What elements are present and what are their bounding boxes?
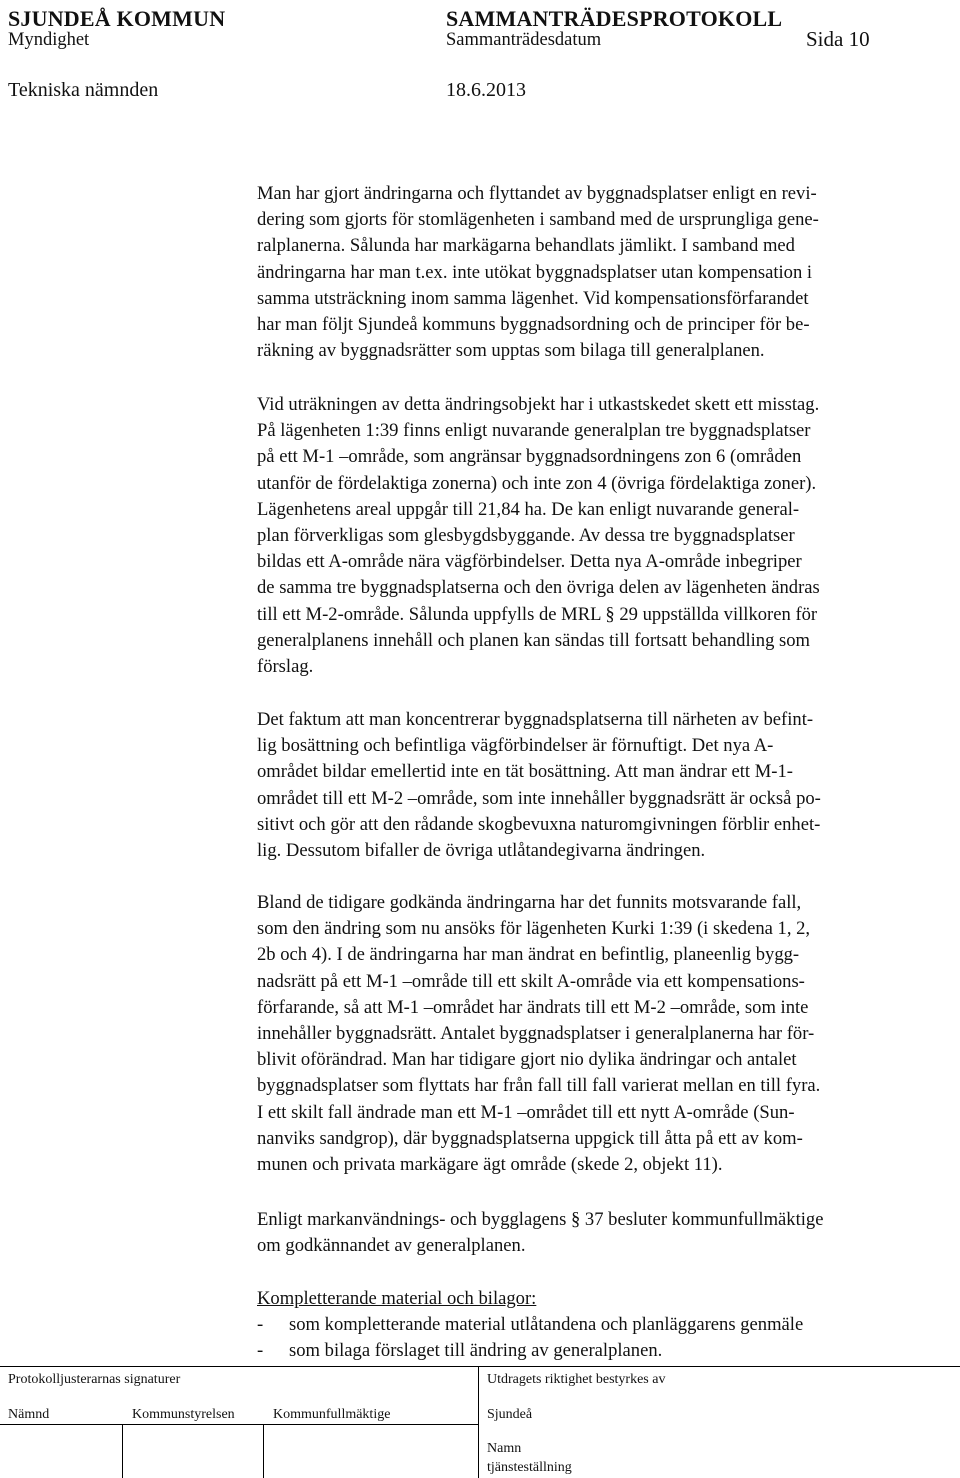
text-line: nadsrätt på ett M-1 –område till ett skilt A-område via ett kompensations- <box>257 970 805 992</box>
text-line: ralplanerna. Sålunda har markägarna behandlats jämlikt. I samband med <box>257 235 795 257</box>
footer-top-rule <box>0 1366 960 1367</box>
text-line: Vid uträkningen av detta ändringsobjekt har i utkastskedet skett ett misstag. <box>257 394 820 415</box>
text-line: munen och privata markägare ägt område (skede 2, objekt 11). <box>257 1154 723 1176</box>
text-line: på ett M-1 –område, som angränsar byggnadsordningens zon 6 (områden <box>257 446 802 468</box>
document-type: SAMMANTRÄDESPROTOKOLL <box>446 6 783 31</box>
text-line: blivit oförändrad. Man har tidigare gjort nio dylika ändringar och antalet <box>257 1049 797 1071</box>
paragraph-3 <box>257 707 927 864</box>
footer-right-title: Utdragets riktighet bestyrkes av <box>487 1372 666 1387</box>
text-line: generalplanens innehåll och planen kan sändas till fortsatt behandling som <box>257 629 811 651</box>
footer-col-rule <box>0 1424 478 1425</box>
text-line: lig bosättning och befintliga vägförbindelser är förnuftigt. Det nya A- <box>257 735 774 757</box>
text-line: ändringarna har man t.ex. inte utökat byggnadsplatser utan kompensation i <box>257 261 813 283</box>
text-line: till ett M-2-område. Sålunda uppfylls de MRL § 29 uppställda villkoren för <box>257 603 818 625</box>
footer-position: tjänsteställning <box>487 1460 572 1475</box>
footer-left-title: Protokolljusterarnas signaturer <box>8 1372 181 1387</box>
footer-name: Namn <box>487 1441 522 1456</box>
footer-col-2: Kommunstyrelsen <box>132 1407 235 1422</box>
list-item-text: som bilaga förslaget till ändring av generalplanen. <box>289 1340 663 1362</box>
list-item <box>257 1338 803 1364</box>
text-line: samma utsträckning inom samma lägenhet. Vid kompensationsförfarandet <box>257 287 809 309</box>
text-line: om godkännandet av generalplanen. <box>257 1235 526 1257</box>
text-line: 2b och 4). I de ändringarna har man ändrat en befintlig, planeenlig bygg- <box>257 944 800 966</box>
text-line: bildas ett A-område nära vägförbindelser. Detta nya A-område inbegriper <box>257 551 802 573</box>
text-line: området till ett M-2 –område, som inte innehåller byggnadsrätt är också po- <box>257 787 821 809</box>
text-line: Det faktum att man koncentrerar byggnadsplatserna till närheten av befint- <box>257 709 814 730</box>
text-line: dering som gjorts för stomlägenheten i samband med de ursprungliga gene- <box>257 209 819 231</box>
text-line: Man har gjort ändringarna och flyttandet av byggnadsplatser enligt en revi- <box>257 183 817 204</box>
text-line: räkning av byggnadsrätter som upptas som bilaga till generalplanen. <box>257 340 765 362</box>
text-line: plan förverkligas som glesbygdsbyggande. Av dessa tre byggnadsplatser <box>257 525 795 547</box>
text-line: lig. Dessutom bifaller de övriga utlåtandegivarna ändringen. <box>257 840 706 862</box>
text-line: området bildar emellertid inte en tät bosättning. Att man ändrar ett M-1- <box>257 761 793 783</box>
text-line: innehåller byggnadsrätt. Antalet byggnadsplatser i generalplanerna har för- <box>257 1023 815 1045</box>
text-line: I ett skilt fall ändrade man ett M-1 –området till ett nytt A-område (Sun- <box>257 1101 795 1123</box>
authority-name: Tekniska nämnden <box>8 79 159 101</box>
footer-col-divider <box>263 1424 264 1478</box>
text-line: Lägenhetens areal uppgår till 21,84 ha. De kan enligt nuvarande general- <box>257 498 800 520</box>
list-item-text: som kompletterande material utlåtandena och planläggarens genmäle <box>289 1314 804 1336</box>
text-line: Enligt markanvändnings- och bygglagens § 37 besluter kommunfullmäktige <box>257 1209 824 1230</box>
list-bullet: - <box>257 1314 264 1336</box>
footer-col-1: Nämnd <box>8 1407 50 1422</box>
text-line: förslag. <box>257 656 314 678</box>
footer-divider <box>478 1366 479 1478</box>
meeting-date: 18.6.2013 <box>446 79 526 101</box>
text-line: som den ändring som nu ansöks för lägenheten Kurki 1:39 (i skedena 1, 2, <box>257 918 811 940</box>
text-line: de samma tre byggnadsplatserna och den övriga delen av lägenheten ändras <box>257 577 820 599</box>
paragraph-1 <box>257 181 927 364</box>
text-line: förfarande, så att M-1 –området har ändrats till ett M-2 –område, som inte <box>257 996 809 1018</box>
paragraph-2 <box>257 392 927 680</box>
page-number: Sida 10 <box>806 27 870 51</box>
text-line: Bland de tidigare godkända ändringarna har det funnits motsvarande fall, <box>257 892 802 913</box>
text-line: sitivt och gör att den rådande skogbevuxna naturomgivningen förblir enhet- <box>257 813 821 835</box>
attachments-heading: Kompletterande material och bilagor: <box>257 1288 537 1309</box>
date-label: Sammanträdesdatum <box>446 30 602 50</box>
footer-col-divider <box>122 1424 123 1478</box>
list-item <box>257 1312 803 1338</box>
text-line: byggnadsplatser som flyttats har från fall till fall varierat mellan en till fyra. <box>257 1075 821 1097</box>
attachments-section <box>257 1286 803 1365</box>
text-line: nanviks sandgrop), där byggnadsplatserna uppgick till åtta på ett av kom- <box>257 1127 803 1149</box>
org-name: SJUNDEÅ KOMMUN <box>8 6 226 31</box>
text-line: utanför de fördelaktiga zonerna) och inte zon 4 (övriga fördelaktiga zoner). <box>257 472 817 494</box>
paragraph-5 <box>257 1207 927 1259</box>
footer-col-3: Kommunfullmäktige <box>273 1407 391 1422</box>
text-line: har man följt Sjundeå kommuns byggnadsordning och de principer för be- <box>257 314 810 336</box>
footer-place: Sjundeå <box>487 1407 533 1422</box>
authority-label: Myndighet <box>8 30 90 50</box>
list-bullet: - <box>257 1340 264 1362</box>
paragraph-4 <box>257 890 927 1178</box>
text-line: På lägenheten 1:39 finns enligt nuvarande generalplan tre byggnadsplatser <box>257 420 811 442</box>
